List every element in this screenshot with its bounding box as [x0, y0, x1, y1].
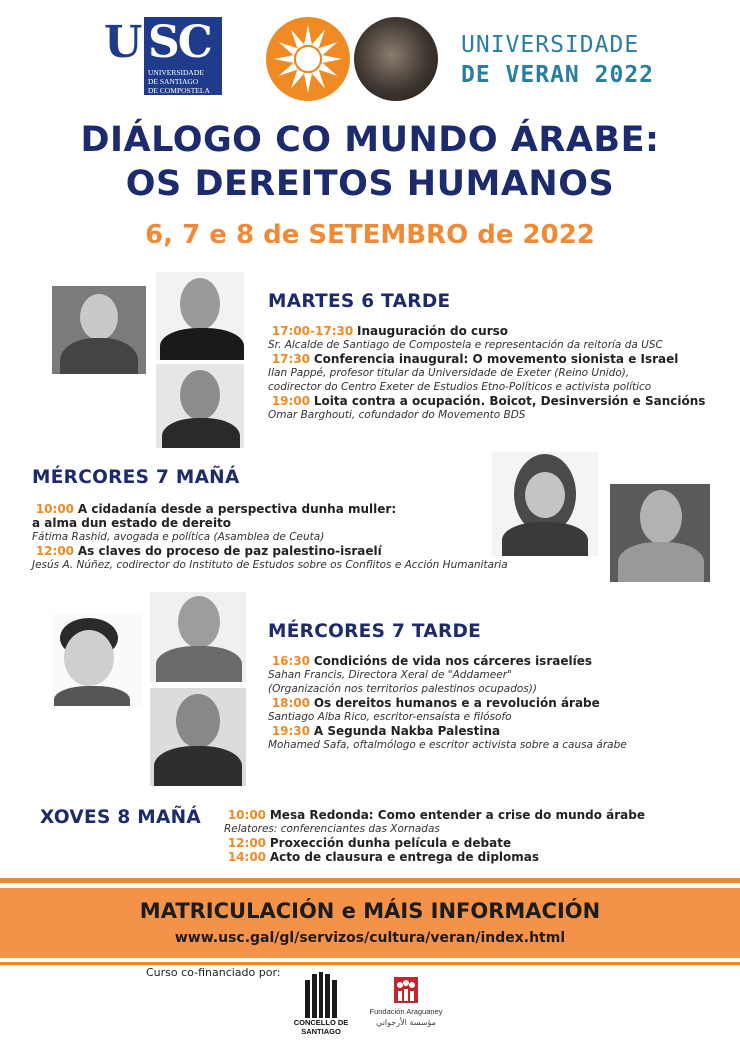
speaker-photo-sahar-francis: [52, 614, 142, 706]
araguaney-emblem-icon: [364, 975, 448, 1005]
cathedral-icon: [293, 972, 349, 1018]
program-item: 12:00 As claves do proceso de paz palestino-israelí Jesús A. Núñez, codirector do Instituto de Estudos sobre os Conflitos e Acción Humanitaria: [32, 544, 508, 571]
program-item: 18:00 Os dereitos humanos e a revolución árabe Santiago Alba Rico, escritor-ensaísta e filósofo: [268, 696, 600, 723]
band-stripe-bottom: [0, 962, 740, 965]
mercores-tarde-program: [268, 654, 728, 752]
registration-title: MATRICULACIÓN e MÁIS INFORMACIÓN: [139, 899, 601, 923]
program-item: 10:00 A cidadanía desde a perspectiva dunha muller: a alma dun estado de dereito Fátima Rashid, avogada e política (Asamblea de Ceuta): [32, 502, 397, 543]
hands-photo: [354, 17, 438, 101]
section-heading-mercores-tarde: MÉRCORES 7 TARDE: [268, 621, 482, 642]
info-url-link[interactable]: www.usc.gal/gl/servizos/cultura/veran/index.html: [174, 930, 566, 946]
program-item: 19:00 Loita contra a ocupación. Boicot, Desinversión e Sancións Omar Barghouti, cofundador do Movemento BDS: [268, 394, 706, 421]
usc-logo-letters-sc: SC: [148, 17, 211, 68]
fundacion-araguaney-logo: Fundación Araguaney مؤسسة الأرجواني: [364, 975, 448, 1037]
program-item: 16:30 Condicións de vida nos cárceres israelíes Sahan Francis, Directora Xeral de "Addameer" (Organización nos territorios palestinos ocupados)): [268, 654, 592, 695]
cofinanced-label: Curso co-financiado por:: [146, 966, 281, 979]
speaker-photo-santiago-alba-rico: [150, 592, 246, 682]
sun-icon: [266, 17, 350, 101]
martes-program: [268, 324, 728, 422]
universidade-de-veran-title: UNIVERSIDADE DE VERAN 2022: [461, 32, 655, 88]
speaker-photo-ilan-pappe: [156, 272, 244, 360]
usc-logo-subtitle: UNIVERSIDADE DE SANTIAGO DE COMPOSTELA: [148, 68, 210, 95]
speaker-photo-fatima-rashid: [492, 452, 598, 556]
main-title: DIÁLOGO CO MUNDO ÁRABE: OS DEREITOS HUMANOS: [80, 120, 660, 204]
program-item: 17:00-17:30 Inauguración do curso Sr. Alcalde de Santiago de Compostela e representación da reitoría da USC: [268, 324, 663, 351]
program-item: 19:30 A Segunda Nakba Palestina Mohamed Safa, oftalmólogo e escritor activista sobre a causa árabe: [268, 724, 627, 751]
program-item: 10:00 Mesa Redonda: Como entender a crise do mundo árabe Relatores: conferenciantes das Xornadas: [224, 808, 646, 835]
speaker-photo-mohamed-safa: [150, 688, 246, 786]
speaker-photo-omar-barghouti: [156, 364, 244, 448]
event-dates: 6, 7 e 8 de SETEMBRO de 2022: [145, 220, 595, 250]
section-heading-mercores-manha: MÉRCORES 7 MAÑÁ: [32, 467, 240, 488]
xoves-program: [224, 808, 724, 864]
speaker-photo-jesus-nunez: [610, 484, 710, 582]
usc-logo-letter-u: U: [104, 17, 143, 68]
band-stripe-top: [0, 878, 740, 883]
concello-santiago-logo: CONCELLO DE SANTIAGO: [293, 972, 349, 1038]
section-heading-martes: MARTES 6 TARDE: [268, 291, 451, 312]
program-item: 14:00 Acto de clausura e entrega de diplomas: [227, 850, 540, 864]
section-heading-xoves: XOVES 8 MAÑÁ: [40, 807, 201, 828]
sun-logo: [266, 17, 350, 101]
program-item: 12:00 Proxección dunha película e debate: [227, 836, 512, 850]
speaker-photo-alcalde: [52, 286, 146, 374]
program-item: 17:30 Conferencia inaugural: O movemento sionista e Israel Ilan Pappé, profesor titular da Universidade de Exeter (Reino Unido), codirector do Centro Exeter de Estudios Etno-Políticos e activista político: [268, 352, 679, 393]
usc-logo: [104, 17, 222, 95]
